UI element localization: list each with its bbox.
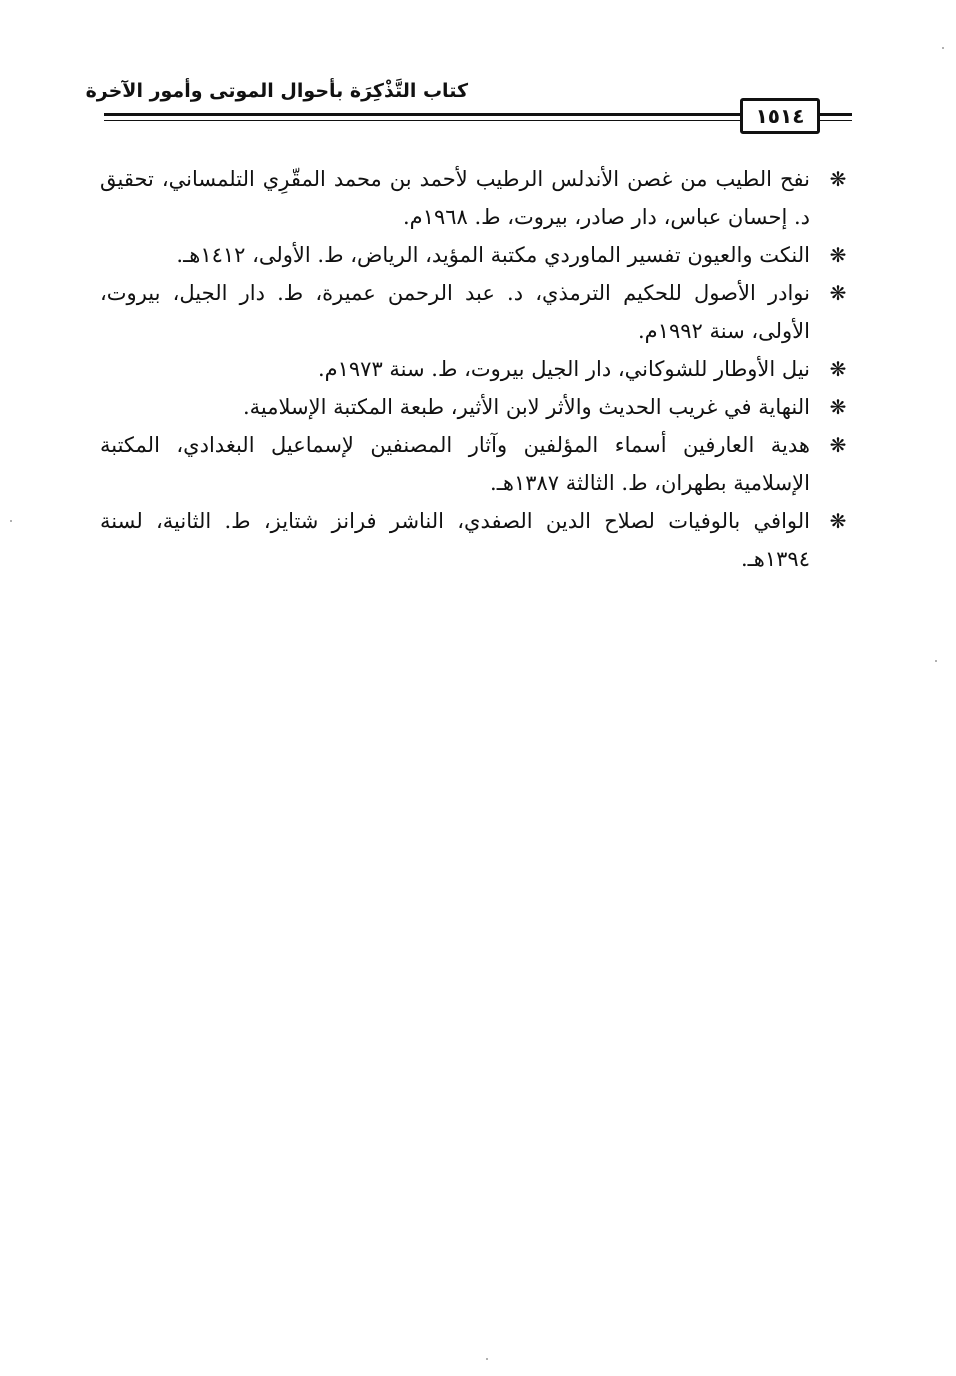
asterisk-bullet-icon: ❋: [829, 167, 847, 191]
bibliography-entry: [100, 426, 852, 502]
header-rule-thick: [104, 113, 740, 116]
bibliography-list: [100, 160, 852, 578]
asterisk-bullet-icon: ❋: [829, 433, 847, 457]
entry-text: نيل الأوطار للشوكاني، دار الجيل بيروت، ط. سنة ١٩٧٣م.: [317, 357, 810, 381]
asterisk-bullet-icon: ❋: [829, 395, 847, 419]
entry-text: النكت والعيون تفسير الماوردي مكتبة المؤيد، الرياض، ط. الأولى، ١٤١٢هـ.: [176, 243, 810, 267]
entry-text: نوادر الأصول للحكيم الترمذي، د. عبد الرحمن عميرة، ط. دار الجيل، بيروت، الأولى، سنة ١٩٩٢م.: [100, 281, 810, 343]
entry-text: الوافي بالوفيات لصلاح الدين الصفدي، الناشر فرانز شتايز، ط. الثانية، لسنة ١٣٩٤هـ.: [100, 509, 810, 571]
asterisk-bullet-icon: ❋: [829, 357, 847, 381]
bibliography-entry: [100, 350, 852, 388]
header-rule-right-thick: [818, 113, 852, 116]
asterisk-bullet-icon: ❋: [829, 243, 847, 267]
running-header-title: كتاب التَّذْكِرَة بأحوال الموتى وأمور الآخرة: [85, 80, 468, 102]
scan-speck: [486, 1358, 488, 1360]
scan-speck: [10, 520, 12, 522]
entry-text: هدية العارفين أسماء المؤلفين وآثار المصنفين لإسماعيل البغدادي، المكتبة الإسلامية بطهران، ط. الثالثة ١٣٨٧هـ.: [100, 433, 810, 495]
page-number: ١٥١٤: [740, 98, 820, 134]
bibliography-entry: [100, 274, 852, 350]
scan-speck: [942, 47, 944, 49]
bibliography-entry: [100, 388, 852, 426]
header-rule-thin: [104, 120, 740, 121]
entry-text: نفح الطيب من غصن الأندلس الرطيب لأحمد بن محمد المقّرِي التلمساني، تحقيق د. إحسان عباس، دار صادر، بيروت، ط. ١٩٦٨م.: [100, 167, 810, 229]
asterisk-bullet-icon: ❋: [829, 509, 847, 533]
bibliography-entry: [100, 502, 852, 578]
asterisk-bullet-icon: ❋: [829, 281, 847, 305]
header-rule-right-thin: [818, 120, 852, 121]
entry-text: النهاية في غريب الحديث والأثر لابن الأثير، طبعة المكتبة الإسلامية.: [242, 395, 810, 419]
bibliography-entry: [100, 236, 852, 274]
bibliography-entry: [100, 160, 852, 236]
scan-speck: [935, 660, 937, 662]
